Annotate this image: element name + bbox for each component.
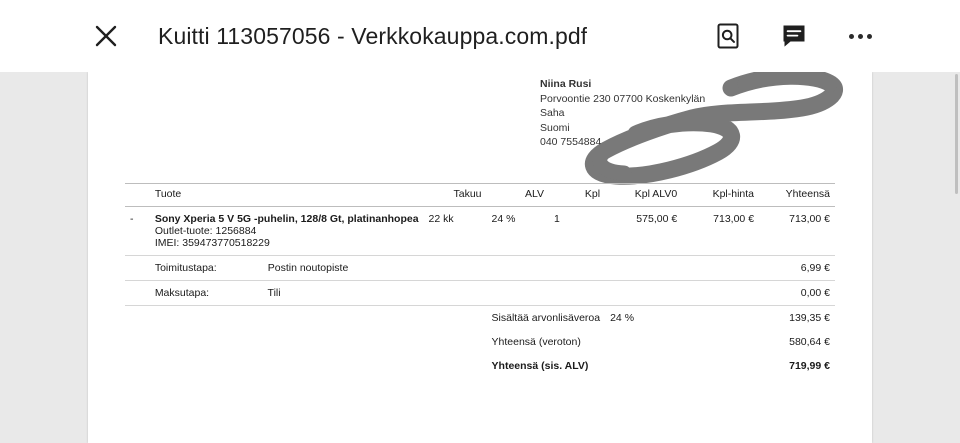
net-total-label: Yhteensä (veroton) bbox=[491, 336, 581, 348]
col-kpl-alv0: Kpl ALV0 bbox=[605, 184, 682, 207]
totals-spacer-1 bbox=[125, 306, 150, 331]
totals-spacer-7 bbox=[424, 330, 487, 354]
vat-amount: 139,35 € bbox=[789, 312, 830, 324]
totals-spacer-14 bbox=[682, 354, 759, 378]
totals-spacer-9 bbox=[682, 330, 759, 354]
product-outlet-code: Outlet-tuote: 1256884 bbox=[154, 225, 257, 237]
totals-spacer-5 bbox=[125, 330, 150, 354]
row-kpl: 1 bbox=[549, 207, 605, 256]
totals-spacer-11 bbox=[150, 354, 424, 378]
grand-total-label: Yhteensä (sis. ALV) bbox=[491, 360, 589, 372]
payment-blank-1 bbox=[424, 281, 487, 306]
col-kpl-hinta: Kpl-hinta bbox=[682, 184, 759, 207]
totals-row bbox=[125, 354, 835, 378]
col-yhteensa: Yhteensä bbox=[759, 184, 835, 207]
totals-spacer-2 bbox=[150, 306, 424, 331]
recipient-address bbox=[540, 77, 705, 150]
row-marker bbox=[125, 281, 150, 306]
net-total-amount: 580,64 € bbox=[789, 336, 830, 348]
col-tuote: Tuote bbox=[150, 184, 424, 207]
totals-row bbox=[125, 306, 835, 331]
totals-spacer-13 bbox=[605, 354, 682, 378]
app-bar-actions bbox=[704, 12, 960, 60]
recipient-phone: 040 7554884 bbox=[540, 136, 602, 148]
totals-spacer-3 bbox=[424, 306, 487, 331]
col-kpl: Kpl bbox=[549, 184, 605, 207]
row-takuu: 22 kk bbox=[424, 207, 487, 256]
recipient-name: Niina Rusi bbox=[540, 78, 592, 90]
shipping-blank-2 bbox=[487, 256, 550, 281]
shipping-label: Toimitustapa: bbox=[154, 262, 217, 274]
col-takuu: Takuu bbox=[424, 184, 487, 207]
recipient-country: Suomi bbox=[540, 121, 570, 134]
vat-rate: 24 % bbox=[610, 312, 635, 324]
document-search-icon bbox=[713, 21, 743, 51]
shipping-blank-3 bbox=[549, 256, 605, 281]
shipping-blank-5 bbox=[682, 256, 759, 281]
comment-button[interactable] bbox=[770, 12, 818, 60]
table-row bbox=[125, 281, 835, 306]
invoice-table-body bbox=[125, 207, 835, 379]
table-row bbox=[125, 207, 835, 256]
payment-label: Maksutapa: bbox=[154, 287, 210, 299]
recipient-street: Porvoontie 230 07700 Koskenkylän bbox=[540, 92, 706, 105]
shipping-blank-4 bbox=[605, 256, 682, 281]
find-in-document-button[interactable] bbox=[704, 12, 752, 60]
shipping-value: Postin noutopiste bbox=[267, 262, 349, 274]
page-title: Kuitti 113057056 - Verkkokauppa.com.pdf bbox=[158, 22, 588, 49]
payment-blank-3 bbox=[549, 281, 605, 306]
totals-row bbox=[125, 330, 835, 354]
payment-blank-2 bbox=[487, 281, 550, 306]
shipping-blank-1 bbox=[424, 256, 487, 281]
col-alv: ALV bbox=[487, 184, 550, 207]
vat-label: Sisältää arvonlisäveroa bbox=[491, 312, 601, 324]
row-kpl-hinta: 713,00 € bbox=[682, 207, 759, 256]
close-icon bbox=[93, 23, 119, 49]
product-name: Sony Xperia 5 V 5G -puhelin, 128/8 Gt, platinanhopea bbox=[154, 213, 419, 225]
grand-total-amount: 719,99 € bbox=[789, 360, 830, 372]
shipping-row bbox=[150, 256, 424, 281]
table-row bbox=[125, 256, 835, 281]
invoice-table bbox=[125, 183, 835, 378]
table-header-row bbox=[125, 184, 835, 207]
more-options-button[interactable] bbox=[836, 12, 884, 60]
pdf-viewer[interactable] bbox=[0, 72, 960, 443]
payment-blank-5 bbox=[682, 281, 759, 306]
close-button[interactable] bbox=[82, 12, 130, 60]
comment-icon bbox=[779, 21, 809, 51]
row-alv: 24 % bbox=[487, 207, 550, 256]
vertical-scrollbar[interactable] bbox=[955, 74, 958, 194]
payment-blank-4 bbox=[605, 281, 682, 306]
payment-row bbox=[150, 281, 424, 306]
payment-value: Tili bbox=[267, 287, 281, 299]
row-marker bbox=[125, 256, 150, 281]
totals-spacer-8 bbox=[605, 330, 682, 354]
totals-spacer-6 bbox=[150, 330, 424, 354]
totals-spacer-10 bbox=[125, 354, 150, 378]
row-product bbox=[150, 207, 424, 256]
recipient-area: Saha bbox=[540, 107, 565, 119]
col-marker bbox=[125, 184, 150, 207]
shipping-amount: 6,99 € bbox=[759, 256, 835, 281]
row-marker: - bbox=[125, 207, 150, 256]
app-bar bbox=[0, 0, 960, 72]
totals-spacer-4 bbox=[682, 306, 759, 331]
pdf-page bbox=[88, 72, 872, 443]
payment-amount: 0,00 € bbox=[759, 281, 835, 306]
row-yhteensa: 713,00 € bbox=[759, 207, 835, 256]
product-imei: IMEI: 359473770518229 bbox=[154, 237, 270, 249]
app-bar-left bbox=[0, 12, 704, 60]
more-options-icon bbox=[849, 34, 872, 39]
totals-spacer-12 bbox=[424, 354, 487, 378]
row-kpl-alv0: 575,00 € bbox=[605, 207, 682, 256]
invoice-table-head bbox=[125, 184, 835, 207]
